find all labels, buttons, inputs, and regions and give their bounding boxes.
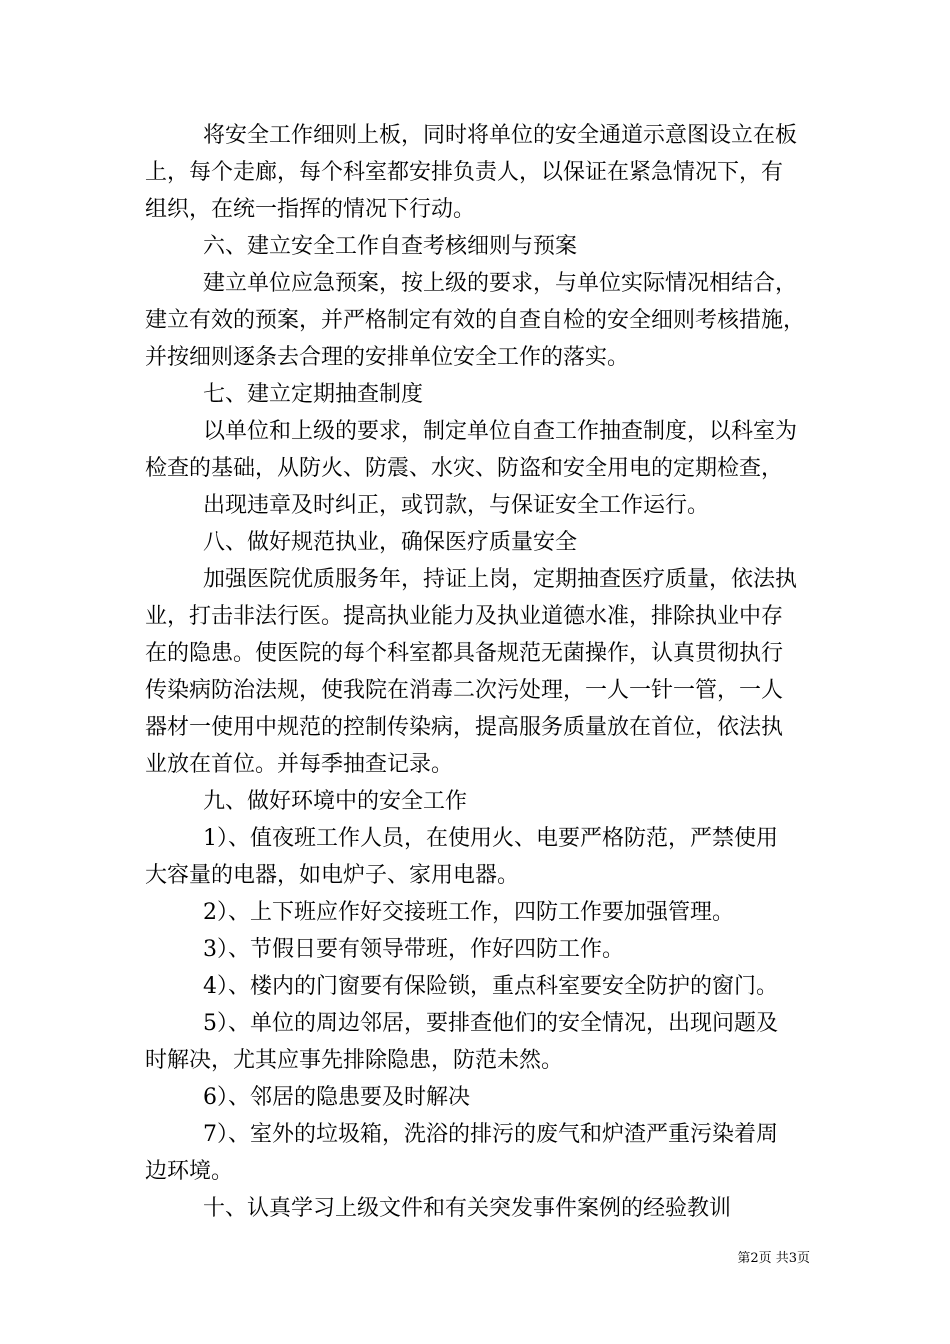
text-line: 八、做好规范执业，确保医疗质量安全 [203,530,578,555]
page-number: 第2页 共3页 [737,1251,810,1266]
list-item [145,894,811,931]
text-line: 七、建立定期抽查制度 [203,382,424,407]
text-line: 十、认真学习上级文件和有关突发事件案例的经验教训 [203,1196,732,1221]
text-line: 并按细则逐条去合理的安排单位安全工作的落实。 [145,345,630,370]
paragraph [145,265,811,376]
text-line: 六、建立安全工作自查考核细则与预案 [203,234,578,259]
text-line: 大容量的电器，如电炉子、家用电器。 [145,863,520,888]
text-line: 检查的基础，从防火、防震、水灾、防盗和安全用电的定期检查， [145,456,784,481]
list-item [145,820,811,894]
text-line: 3）、节假日要有领导带班，作好四防工作。 [203,937,624,962]
list-item [145,1116,811,1190]
paragraph [145,413,811,487]
list-item [145,931,811,968]
text-line: 边环境。 [145,1159,234,1184]
text-line: 时解决，尤其应事先排除隐患，防范未然。 [145,1048,564,1073]
text-line: 7）、室外的垃圾箱，洗浴的排污的废气和炉渣严重污染着周 [203,1122,778,1147]
paragraph [145,487,811,524]
section-heading [145,783,811,820]
document-body [145,117,811,1227]
text-line: 组织，在统一指挥的情况下行动。 [145,197,476,222]
text-line: 2）、上下班应作好交接班工作，四防工作要加强管理。 [203,900,734,925]
text-line: 业放在首位。并每季抽查记录。 [145,752,454,777]
text-line: 在的隐患。使医院的每个科室都具备规范无菌操作，认真贯彻执行 [145,641,784,666]
text-line: 九、做好环境中的安全工作 [203,789,468,814]
text-line: 出现违章及时纠正，或罚款，与保证安全工作运行。 [203,493,710,518]
text-line: 以单位和上级的要求，制定单位自查工作抽查制度，以科室为 [203,419,798,444]
text-line: 上，每个走廊，每个科室都安排负责人，以保证在紧急情况下，有 [145,160,784,185]
paragraph [145,117,811,228]
text-line: 建立单位应急预案，按上级的要求，与单位实际情况相结合， [203,271,798,296]
section-heading [145,524,811,561]
text-line: 业，打击非法行医。提高执业能力及执业道德水准，排除执业中存 [145,604,784,629]
text-line: 6）、邻居的隐患要及时解决 [203,1085,470,1110]
text-line: 将安全工作细则上板，同时将单位的安全通道示意图设立在板 [203,123,798,148]
list-item [145,968,811,1005]
text-line: 建立有效的预案，并严格制定有效的自查自检的安全细则考核措施， [145,308,806,333]
text-line: 5）、单位的周边邻居，要排查他们的安全情况，出现问题及 [203,1011,778,1036]
text-line: 1）、值夜班工作人员，在使用火、电要严格防范，严禁使用 [203,826,778,851]
section-heading [145,376,811,413]
text-line: 器材一使用中规范的控制传染病，提高服务质量放在首位，依法执 [145,715,784,740]
section-heading [145,228,811,265]
list-item [145,1079,811,1116]
list-item [145,1005,811,1079]
text-line: 加强医院优质服务年，持证上岗，定期抽查医疗质量，依法执 [203,567,798,592]
text-line: 4）、楼内的门窗要有保险锁，重点科室要安全防护的窗门。 [203,974,778,999]
section-heading [145,1190,811,1227]
paragraph [145,561,811,783]
text-line: 传染病防治法规，使我院在消毒二次污处理，一人一针一管，一人 [145,678,784,703]
